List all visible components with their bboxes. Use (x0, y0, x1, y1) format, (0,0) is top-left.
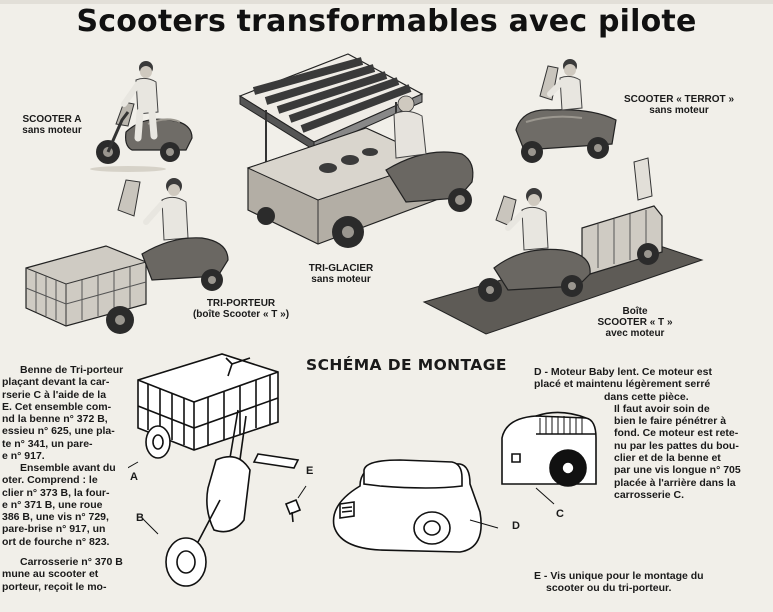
scooter-a-caption (10, 114, 94, 136)
left-text-line: mune au scooter et (2, 568, 99, 581)
right-text-line: Il faut avoir soin de (614, 402, 710, 415)
tri-porteur-note: (boîte Scooter « T ») (192, 309, 290, 320)
left-text-block-b (2, 462, 132, 548)
page-title: Scooters transformables avec pilote (76, 4, 697, 39)
left-text-line: Ensemble avant du (20, 462, 116, 474)
right-text-line: bien le faire pénétrer à (614, 415, 727, 428)
scooter-terrot-note: sans moteur (649, 105, 709, 116)
right-text-line: carrosserie C. (614, 488, 685, 501)
tri-porteur-caption (176, 298, 306, 320)
schema-drawing-carrosserie (320, 456, 520, 576)
left-text-line: clier n° 373 B, la four- (2, 486, 110, 499)
right-text-line: D - Moteur Baby lent. Ce moteur est (534, 366, 712, 378)
boite-scooter-t-line1: Boîte (622, 306, 648, 317)
right-text-line: placé et maintenu légèrement serré (534, 378, 711, 391)
left-text-line: essieu n° 625, une pla- (2, 425, 115, 438)
left-text-line: porteur, reçoit le mo- (2, 580, 107, 593)
tri-glacier-note: sans moteur (311, 274, 371, 285)
schema-drawing-front (128, 350, 328, 592)
left-text-line: ort de fourche n° 823. (2, 535, 110, 548)
right-text-block-e (534, 570, 770, 595)
left-text-line: pare-brise n° 917, un (2, 523, 106, 536)
left-text-line: E. Cet ensemble com- (2, 400, 112, 413)
right-text-line: fond. Ce moteur est rete- (614, 427, 739, 440)
left-text-line: e n° 371 B, une roue (2, 498, 103, 511)
left-text-block-c (2, 556, 132, 593)
scooter-a-note: sans moteur (22, 125, 82, 136)
schema-label-b: B (136, 512, 144, 524)
left-text-line: Benne de Tri-porteur (20, 364, 124, 376)
right-text-line: clier et de la benne et (614, 452, 721, 465)
tri-glacier-caption (296, 263, 386, 285)
scooter-terrot-caption (614, 94, 744, 116)
left-text-line: 386 B, une vis n° 729, (2, 511, 109, 524)
left-text-line: rserie C à l'aide de la (2, 388, 107, 401)
scooter-terrot-name: SCOOTER « TERROT » (623, 94, 734, 105)
scooter-terrot-photo (512, 56, 622, 168)
left-text-line: oter. Comprend : le (2, 474, 98, 487)
left-text-line: te n° 341, un pare- (2, 437, 93, 450)
left-text-line: e n° 917. (2, 450, 45, 463)
scooter-a-name: SCOOTER A (22, 114, 82, 125)
boite-scooter-t-caption (580, 306, 690, 339)
schema-title: SCHÉMA DE MONTAGE (306, 356, 507, 374)
right-text-block-d (534, 366, 770, 501)
schema-label-e: E (306, 465, 314, 477)
scooter-a-photo (88, 54, 198, 172)
right-text-line: placée à l'arrière dans la (614, 476, 736, 489)
right-text-line: E - Vis unique pour le montage du (534, 570, 704, 582)
right-text-line: scooter ou du tri-porteur. (546, 582, 672, 595)
right-text-line: nu par les pattes du bou- (614, 439, 739, 452)
tri-porteur-name: TRI-PORTEUR (206, 298, 276, 309)
schema-label-c: C (556, 508, 564, 520)
left-text-block-a (2, 364, 132, 462)
left-text-line: nd la benne n° 372 B, (2, 413, 108, 426)
boite-scooter-t-note: avec moteur (605, 328, 665, 339)
tri-glacier-name: TRI-GLACIER (308, 263, 374, 274)
left-text-line: Carrosserie n° 370 B (20, 556, 123, 568)
right-text-line: par une vis longue n° 705 (614, 464, 741, 477)
right-text-line: dans cette pièce. (604, 390, 689, 403)
schema-label-d: D (512, 520, 520, 532)
left-text-line: plaçant devant la car- (2, 376, 110, 389)
boite-scooter-t-name: SCOOTER « T » (597, 317, 673, 328)
schema-label-a: A (130, 471, 138, 483)
